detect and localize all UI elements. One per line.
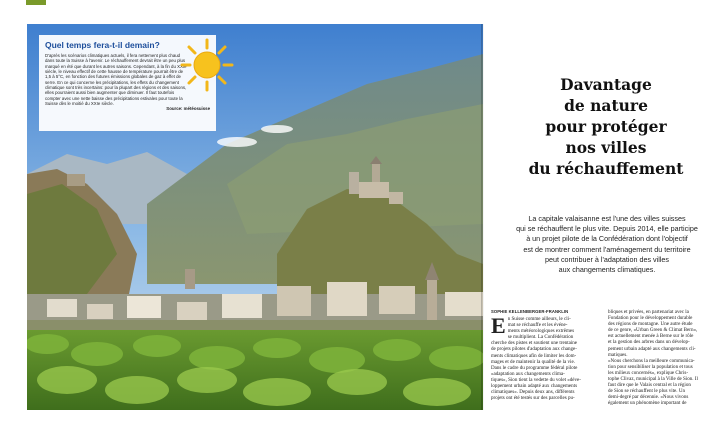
article-text-line: cherche des pistes et soutient une trentaine	[491, 340, 578, 347]
article-text-line: également un phénomène important de	[608, 400, 687, 407]
article-text-line: climatiques». Depuis deux ans, différents	[491, 389, 575, 396]
headline-line: nos villes	[565, 138, 647, 157]
article-text-line: et la gestion des arbres dans un dévelop-	[608, 339, 690, 346]
lead-line: qui se réchauffent le plus vite. Depuis 2014, elle participe	[516, 224, 698, 234]
info-box-source: Source: météosuisse	[166, 106, 210, 112]
info-box-title: Quel temps fera-t-il demain?	[45, 40, 160, 50]
article-column-1	[491, 313, 603, 402]
column-1-text	[491, 313, 603, 402]
article-text-line: mat se réchauffe et les événe-	[507, 322, 568, 329]
article-text-line: pement urbain adapté aux changements cli-	[608, 345, 696, 352]
section-tab	[26, 0, 46, 5]
article-text-line: de Sion se réchauffent le plus vite. Un	[608, 388, 685, 395]
article-text-line: «adaptation aux changements clima-	[491, 370, 565, 377]
headline-line: de nature	[564, 96, 648, 115]
article-text-line: mages et de maintenir la qualité de la vie.	[491, 358, 575, 365]
headline-line: Davantage	[560, 75, 652, 94]
sun-icon	[180, 38, 234, 92]
article-column-2	[608, 309, 719, 407]
article-text-line: de ce genre, «Urban Green & Climat Bern»,	[608, 327, 698, 334]
page-spine	[481, 24, 484, 410]
article-text-line: projets ont été testés sur des parcelles pu-	[491, 395, 575, 402]
column-2-text	[608, 309, 719, 407]
article-text-line: faut dire que le Valais central et la région	[608, 382, 691, 389]
author-byline: SOPHIE KELLENBERGER-FRANKLIN	[491, 309, 569, 314]
article-text-line: tophe Clivaz, municipal à la Ville de Sion. Il	[608, 376, 698, 383]
article-text-line: est actuellement menée à Berne sur le rôle	[608, 333, 694, 340]
article-text-line: tiques», Sion tient la vedette du volet «déve-	[491, 376, 581, 383]
article-text-line: Dans le cadre du programme fédéral pilote	[491, 364, 578, 371]
article-text-line: des régions de montagne. Une autre étude	[608, 321, 693, 328]
article-text-line: bliques et privées, en partenariat avec la	[608, 309, 689, 315]
lead-line: est de montrer comment l'aménagement du territoire	[523, 244, 691, 254]
headline-line: du réchauffement	[528, 159, 684, 178]
drop-cap: E	[491, 313, 506, 338]
headline-line: pour protéger	[545, 117, 667, 136]
article-text-line: les milieux concernés», explique Chris-	[608, 369, 689, 376]
article-text-line: matiques.	[608, 351, 628, 358]
article-lead	[501, 214, 713, 275]
lead-line: aux changements climatiques.	[558, 265, 656, 275]
article-text-line: ments météorologiques extrêmes	[507, 328, 575, 335]
article-text-line: loppement urbain adapté aux changements	[491, 383, 578, 390]
article-text-line: Fondation pour le développement durable	[608, 315, 693, 322]
article-text-line: n Suisse comme ailleurs, le cli-	[507, 316, 571, 322]
lead-line: La capitale valaisanne est l'une des villes suisses	[528, 214, 686, 223]
info-box-text: D'après les scénarios climatiques actuels, il fera nettement plus chaud dans toute la Suisse à l'avenir. Le réchauffement devrait être un peu plus marqué en été que durant les autres saisons. Cependant, à la fin du XXIe siècle, le niveau effectif de cette hausse de température pourrait être de 1,5 à 5°C, en fonction des futures émissions globales de gaz à effet de serre. En ce qui concerne les précipitations, les effets du changement climatique sont très incertains: pour la plupart des régions et des saisons, elles pourraient aussi bien augmenter que diminuer. Il faut toutefois compter avec une nette baisse des précipitations estivales pour toute la Suisse dès le moitié du XXIe siècle.	[45, 53, 187, 107]
article-text-line: demi-degré par décennie. «Nous vivons	[608, 394, 689, 401]
article-text-line: ments climatiques afin de limiter les dom-	[491, 352, 577, 359]
lead-line: peut contribuer à l'adaptation des villes	[544, 254, 670, 264]
lead-line: à un projet pilote de la Confédération dont l'objectif	[526, 234, 688, 244]
article-text-line: tion pour sensibiliser la population et tous	[608, 363, 693, 370]
article-text-line: de projets pilotes d'adaptation aux change-	[491, 346, 577, 353]
article-text-line: «Nous cherchons la meilleure communica-	[608, 357, 695, 364]
article-text-line: se multiplient. La Confédération	[507, 334, 574, 341]
article-headline	[493, 74, 719, 179]
